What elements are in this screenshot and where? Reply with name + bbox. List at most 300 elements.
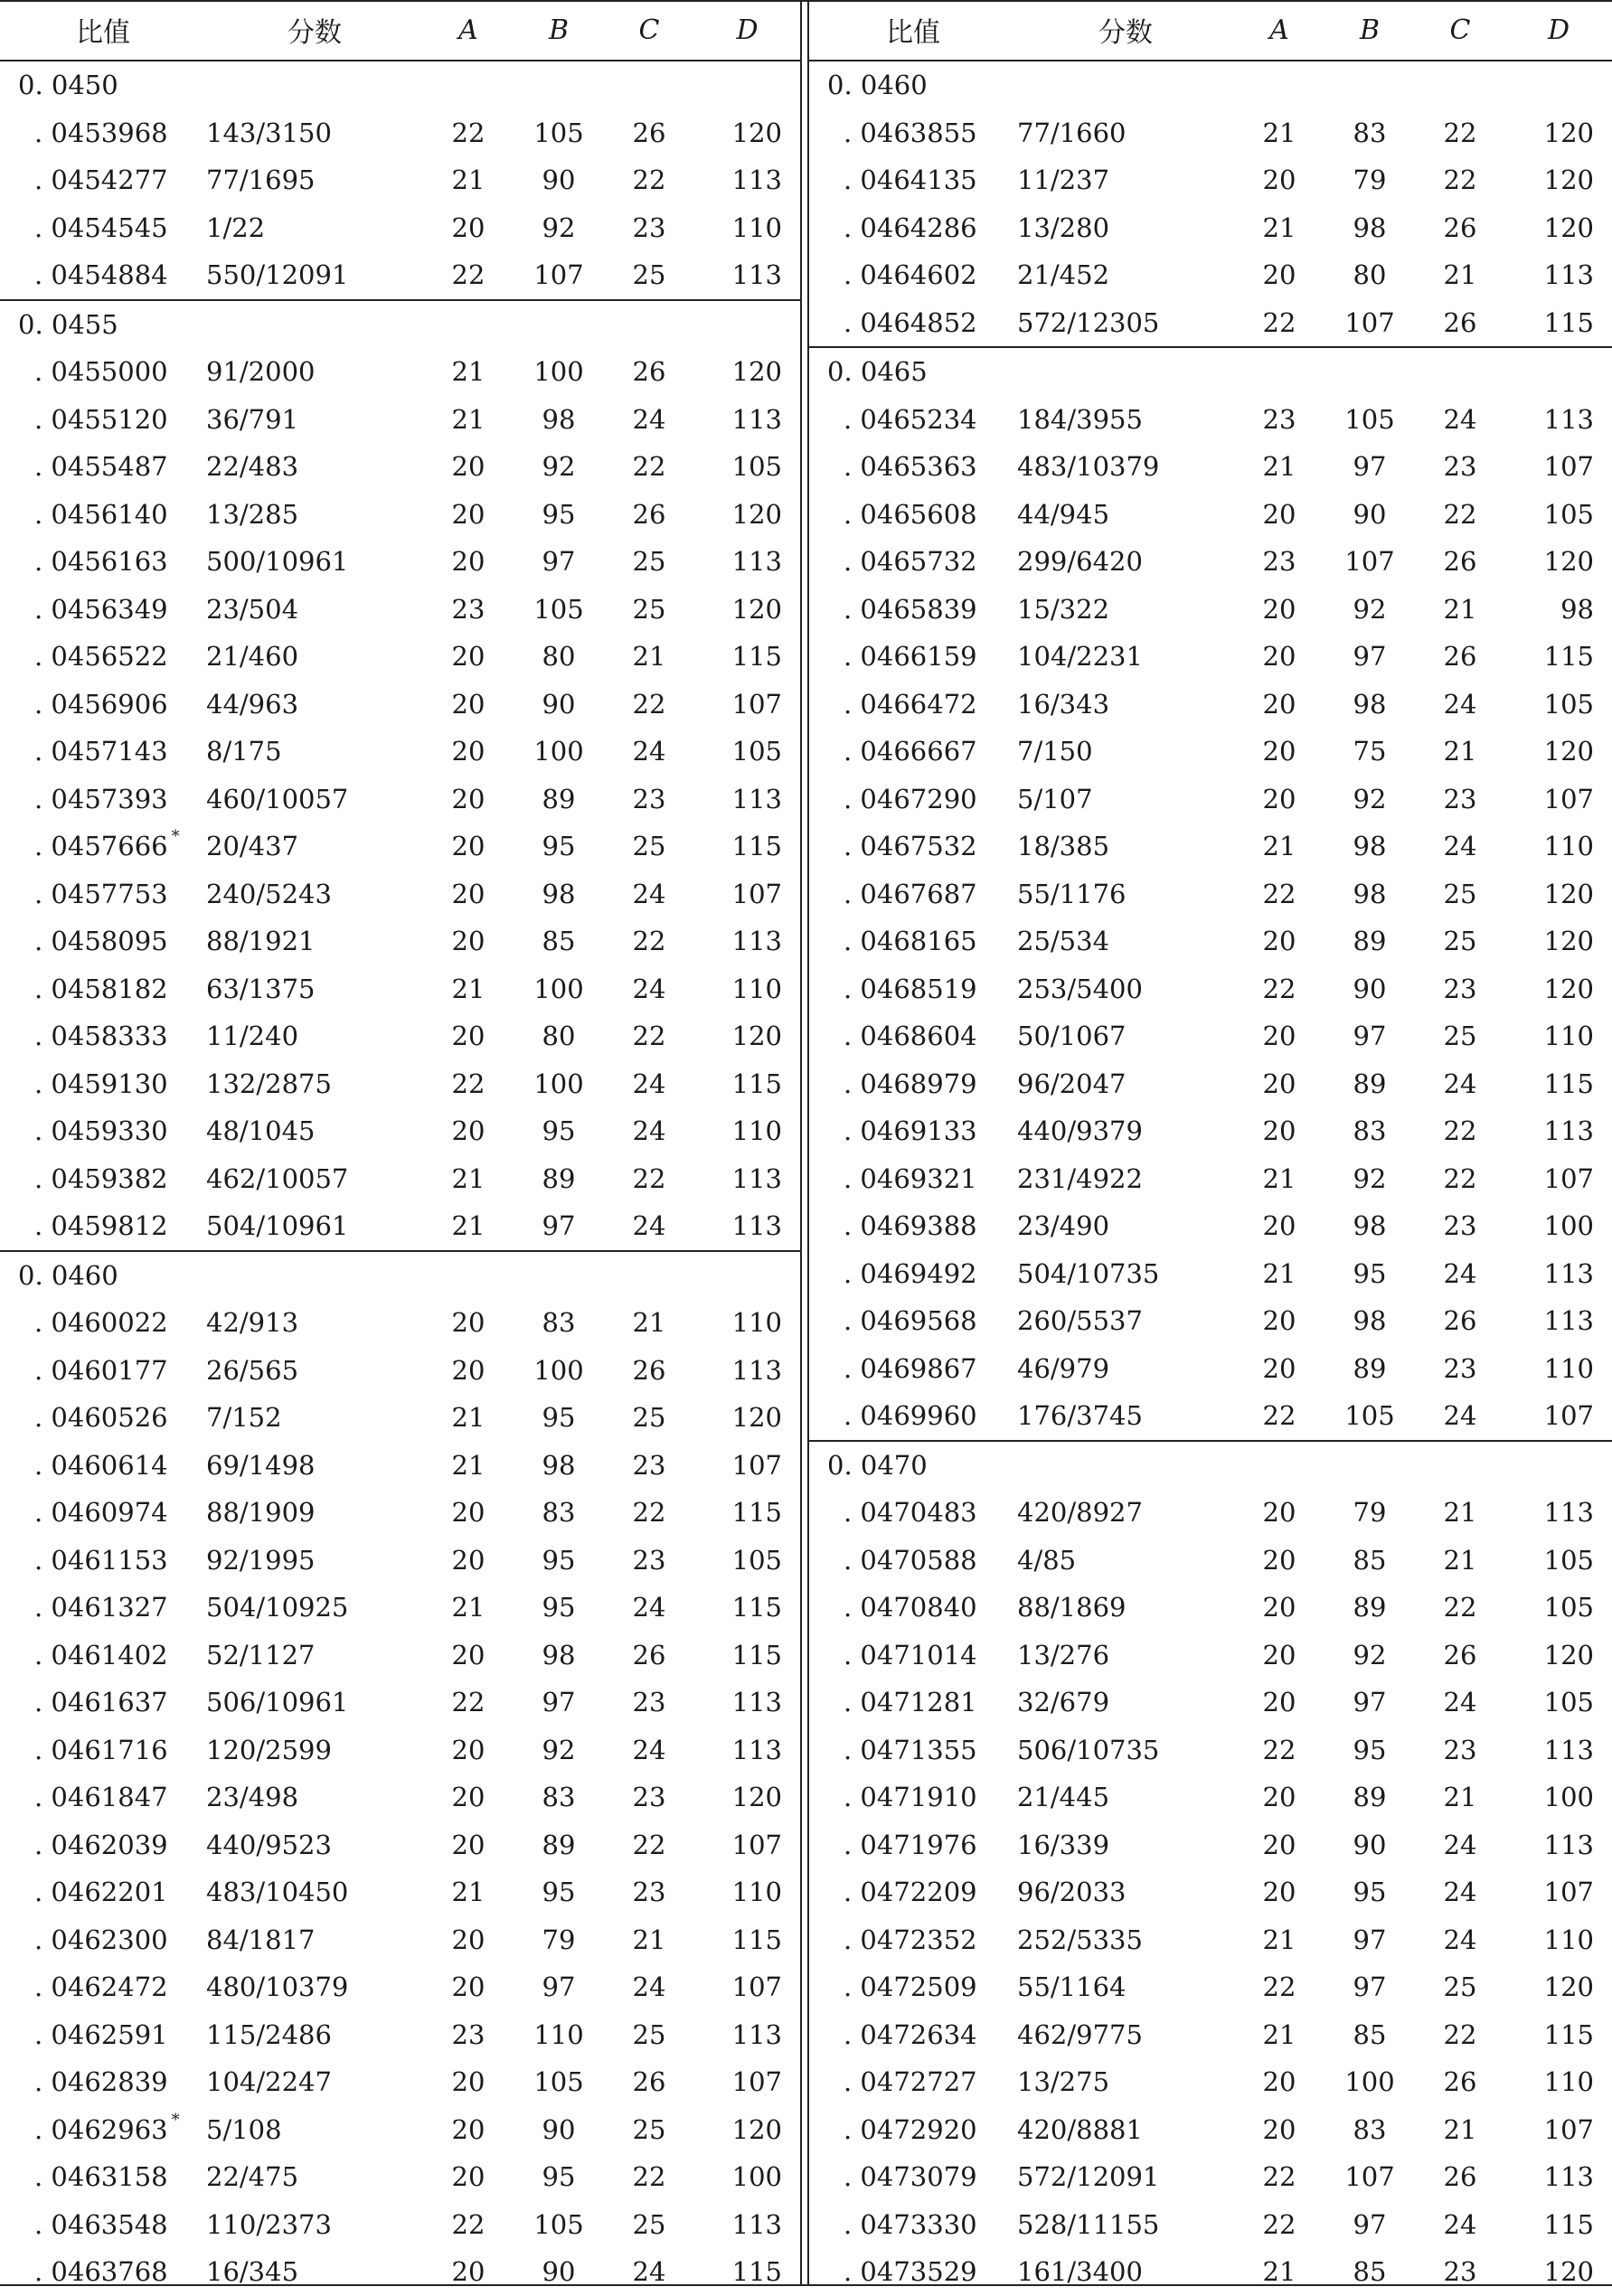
ratio-cell (809, 1537, 1017, 1585)
a-cell: 21 (1262, 117, 1296, 148)
d-cell: 115 (731, 831, 782, 862)
a-cell: 21 (451, 1210, 485, 1242)
ratio-value: . 0463768 (34, 2256, 168, 2288)
b-cell: 100 (533, 736, 584, 767)
ratio-value: . 0472634 (844, 2018, 977, 2050)
b-cell: 83 (542, 1497, 576, 1529)
ratio-cell (0, 2248, 206, 2296)
table-row (809, 1392, 1612, 1441)
b-cell: 107 (1344, 546, 1395, 578)
ratio-value: . 0462300 (34, 1924, 168, 1955)
c-cell: 23 (632, 1782, 666, 1813)
ratio-value: . 0455000 (34, 356, 168, 388)
b-cell: 80 (1353, 259, 1387, 291)
ratio-value: . 0462039 (34, 1829, 168, 1860)
ratio-cell (0, 1774, 206, 1821)
ratio-value: . 0454277 (34, 165, 168, 196)
table-row (809, 538, 1612, 586)
a-cell: 21 (451, 973, 485, 1004)
c-cell: 24 (632, 2256, 666, 2288)
a-cell: 22 (1262, 306, 1296, 338)
d-cell: 113 (1543, 403, 1594, 435)
d-cell: 105 (1543, 498, 1594, 530)
ratio-value: . 0469388 (844, 1210, 977, 1242)
a-cell: 20 (451, 2113, 485, 2145)
table-row (0, 2058, 800, 2106)
b-cell: 90 (542, 165, 576, 196)
d-cell: 110 (731, 212, 782, 243)
c-cell: 24 (1443, 1829, 1477, 1860)
ratio-value: . 0473330 (844, 2208, 977, 2240)
b-cell: 89 (1353, 1782, 1387, 1813)
ratio-cell (809, 1012, 1017, 1060)
b-cell: 100 (1344, 2066, 1395, 2098)
c-cell: 26 (1443, 212, 1477, 243)
b-cell: 97 (542, 1210, 576, 1242)
ratio-value: . 0469492 (844, 1257, 977, 1289)
d-cell: 107 (1543, 783, 1594, 814)
table-row (809, 917, 1612, 965)
a-cell: 20 (1262, 1592, 1296, 1623)
table-row (0, 1394, 800, 1442)
c-cell: 24 (632, 1068, 666, 1099)
d-cell: 115 (731, 1497, 782, 1529)
table-row (0, 538, 800, 586)
fraction-cell: 528/11155 (1017, 2208, 1160, 2240)
c-cell: 25 (632, 259, 666, 291)
fraction-cell: 5/107 (1017, 783, 1093, 814)
c-cell: 23 (632, 1449, 666, 1481)
a-cell: 20 (1262, 1068, 1296, 1099)
fraction-cell: 504/10961 (206, 1210, 349, 1242)
b-cell: 90 (542, 688, 576, 720)
table-row (809, 728, 1612, 776)
a-cell: 20 (1262, 926, 1296, 957)
ratio-value: . 0454884 (34, 259, 168, 291)
ratio-cell (809, 1963, 1017, 2011)
b-cell: 95 (542, 831, 576, 862)
ratio-cell (809, 1345, 1017, 1393)
table-row (809, 1489, 1612, 1537)
a-cell: 20 (451, 1354, 485, 1386)
d-cell: 113 (731, 1687, 782, 1718)
b-cell: 107 (1344, 306, 1395, 338)
ratio-cell (809, 776, 1017, 823)
ratio-cell (0, 491, 206, 539)
b-cell: 92 (1353, 1162, 1387, 1194)
ratio-value: . 0456522 (34, 641, 168, 673)
a-cell: 20 (451, 878, 485, 909)
b-cell: 98 (1353, 831, 1387, 862)
fraction-cell: 16/345 (206, 2256, 299, 2288)
d-cell: 110 (1543, 1021, 1594, 1052)
group-label: 0. 0465 (809, 347, 1612, 396)
d-cell: 105 (1543, 1687, 1594, 1718)
fraction-cell: 32/679 (1017, 1687, 1110, 1718)
table-row (0, 2201, 800, 2249)
c-cell: 21 (1443, 2113, 1477, 2145)
table-row (809, 1632, 1612, 1680)
ratio-cell (0, 823, 206, 870)
fraction-cell: 18/385 (1017, 831, 1110, 862)
ratio-value: . 0466667 (844, 736, 977, 767)
ratio-cell (0, 1394, 206, 1442)
ratio-value: . 0471976 (844, 1829, 977, 1860)
ratio-cell (809, 823, 1017, 870)
b-cell: 97 (1353, 451, 1387, 483)
ratio-value: . 0471910 (844, 1782, 977, 1813)
a-cell: 20 (1262, 1210, 1296, 1242)
b-cell: 85 (1353, 2256, 1387, 2288)
table-row (0, 681, 800, 729)
ratio-value: . 0466472 (844, 688, 977, 720)
ratio-cell (809, 1821, 1017, 1869)
c-cell: 26 (1443, 2066, 1477, 2098)
a-cell: 21 (1262, 2256, 1296, 2288)
fraction-cell: 231/4922 (1017, 1162, 1143, 1194)
table-row (809, 1584, 1612, 1632)
table-row (0, 443, 800, 491)
table-row (0, 870, 800, 918)
ratio-value: . 0459382 (34, 1162, 168, 1194)
d-cell: 113 (731, 1210, 782, 1242)
a-cell: 20 (451, 831, 485, 862)
a-cell: 21 (451, 356, 485, 388)
ratio-value: . 0469321 (844, 1162, 977, 1194)
b-cell: 92 (1353, 593, 1387, 625)
fraction-cell: 440/9379 (1017, 1115, 1143, 1147)
ratio-value: . 0459812 (34, 1210, 168, 1242)
table-row (0, 1299, 800, 1347)
fraction-cell: 55/1164 (1017, 1971, 1127, 2003)
fraction-cell: 115/2486 (206, 2018, 332, 2050)
d-cell: 107 (1543, 1162, 1594, 1194)
c-cell: 22 (632, 1021, 666, 1052)
b-cell: 90 (1353, 973, 1387, 1004)
ratio-cell (809, 728, 1017, 776)
a-cell: 20 (451, 1307, 485, 1339)
b-cell: 95 (542, 1544, 576, 1576)
ratio-cell (0, 1727, 206, 1774)
ratio-cell (809, 1489, 1017, 1537)
fraction-cell: 13/285 (206, 498, 299, 530)
table-row (0, 1442, 800, 1490)
table-row (0, 1727, 800, 1774)
d-cell: 105 (1543, 1544, 1594, 1576)
table-row (809, 443, 1612, 491)
ratio-value: . 0464135 (844, 165, 977, 196)
b-cell: 90 (1353, 1829, 1387, 1860)
c-cell: 23 (632, 783, 666, 814)
c-cell: 24 (632, 878, 666, 909)
c-cell: 26 (1443, 641, 1477, 673)
ratio-value: . 0461637 (34, 1687, 168, 1718)
table-row (0, 1632, 800, 1680)
c-cell: 22 (1443, 165, 1477, 196)
ratio-value: . 0463158 (34, 2161, 168, 2193)
b-cell: 92 (542, 451, 576, 483)
c-cell: 26 (632, 1354, 666, 1386)
d-cell: 107 (1543, 1400, 1594, 1432)
ratio-cell (809, 1155, 1017, 1203)
d-cell: 100 (731, 2161, 782, 2193)
left-header-row (0, 0, 800, 61)
fraction-cell: 132/2875 (206, 1068, 332, 1099)
c-cell: 24 (1443, 831, 1477, 862)
a-cell: 21 (1262, 212, 1296, 243)
table-row (809, 681, 1612, 729)
table-row (0, 1012, 800, 1060)
d-cell: 113 (1543, 2161, 1594, 2193)
c-cell: 24 (1443, 688, 1477, 720)
ratio-value: . 0467532 (844, 831, 977, 862)
fraction-cell: 420/8881 (1017, 2113, 1143, 2145)
d-cell: 113 (1543, 1257, 1594, 1289)
c-cell: 23 (1443, 973, 1477, 1004)
a-cell: 21 (451, 165, 485, 196)
ratio-cell (809, 1774, 1017, 1821)
d-cell: 120 (1543, 1639, 1594, 1670)
ratio-cell (809, 2201, 1017, 2249)
ratio-cell (0, 348, 206, 396)
d-cell: 120 (1543, 1971, 1594, 2003)
fraction-cell: 253/5400 (1017, 973, 1143, 1004)
header-fraction: 分数 (1017, 0, 1234, 61)
d-cell: 120 (1543, 878, 1594, 909)
fraction-cell: 104/2247 (206, 2066, 332, 2098)
fraction-cell: 260/5537 (1017, 1305, 1143, 1337)
d-cell: 115 (1543, 2018, 1594, 2050)
fraction-cell: 22/475 (206, 2161, 299, 2193)
group-label: 0. 0450 (18, 70, 118, 101)
d-cell: 98 (1560, 593, 1594, 625)
table-row (809, 1155, 1612, 1203)
fraction-cell: 504/10925 (206, 1592, 349, 1623)
d-cell: 120 (731, 117, 782, 148)
ratio-value: . 0472209 (844, 1877, 977, 1908)
c-cell: 25 (1443, 1971, 1477, 2003)
a-cell: 20 (1262, 165, 1296, 196)
fraction-cell: 506/10961 (206, 1687, 349, 1718)
fraction-cell: 500/10961 (206, 546, 349, 578)
b-cell: 105 (1344, 403, 1395, 435)
b-cell: 105 (1344, 1400, 1395, 1432)
table-row (0, 1060, 800, 1108)
b-cell: 79 (542, 1924, 576, 1955)
d-cell: 120 (1543, 117, 1594, 148)
ratio-value: . 0468165 (844, 926, 977, 957)
ratio-cell (809, 1727, 1017, 1774)
fraction-cell: 20/437 (206, 831, 299, 862)
fraction-cell: 63/1375 (206, 973, 316, 1004)
a-cell: 22 (451, 1068, 485, 1099)
ratio-cell (809, 156, 1017, 204)
a-cell: 20 (451, 783, 485, 814)
d-cell: 120 (1543, 736, 1594, 767)
ratio-cell (0, 2011, 206, 2059)
b-cell: 98 (542, 878, 576, 909)
d-cell: 120 (1543, 165, 1594, 196)
a-cell: 20 (451, 1971, 485, 2003)
ratio-cell (809, 1392, 1017, 1441)
table-row (809, 870, 1612, 918)
ratio-value: . 0465839 (844, 593, 977, 625)
ratio-cell (809, 1202, 1017, 1250)
d-cell: 105 (731, 1544, 782, 1576)
table-row (809, 251, 1612, 299)
table-row (809, 1012, 1612, 1060)
fraction-cell: 16/339 (1017, 1829, 1110, 1860)
a-cell: 20 (1262, 1115, 1296, 1147)
ratio-cell (0, 586, 206, 634)
d-cell: 120 (731, 498, 782, 530)
table-row (0, 348, 800, 396)
fraction-cell: 22/483 (206, 451, 299, 483)
b-cell: 83 (1353, 2113, 1387, 2145)
fraction-cell: 88/1921 (206, 926, 316, 957)
d-cell: 113 (731, 783, 782, 814)
fraction-cell: 299/6420 (1017, 546, 1143, 578)
b-cell: 97 (1353, 1924, 1387, 1955)
d-cell: 113 (731, 165, 782, 196)
fraction-cell: 143/3150 (206, 117, 332, 148)
a-cell: 22 (1262, 878, 1296, 909)
ratio-value: . 0472509 (844, 1971, 977, 2003)
table-row (809, 2248, 1612, 2296)
c-cell: 24 (632, 403, 666, 435)
a-cell: 22 (451, 117, 485, 148)
ratio-value: . 0461716 (34, 1734, 168, 1765)
ratio-value: . 0469960 (844, 1400, 977, 1432)
a-cell: 20 (1262, 498, 1296, 530)
d-cell: 107 (1543, 451, 1594, 483)
group-label: 0. 0460 (0, 1251, 800, 1300)
c-cell: 23 (1443, 451, 1477, 483)
fraction-cell: 55/1176 (1017, 878, 1127, 909)
left-table-half (0, 0, 800, 2296)
a-cell: 20 (451, 1782, 485, 1813)
c-cell: 22 (1443, 2018, 1477, 2050)
ratio-cell (0, 728, 206, 776)
fraction-cell: 77/1660 (1017, 117, 1127, 148)
a-cell: 22 (1262, 2208, 1296, 2240)
a-cell: 20 (1262, 641, 1296, 673)
d-cell: 120 (1543, 546, 1594, 578)
d-cell: 105 (1543, 1592, 1594, 1623)
fraction-cell: 462/10057 (206, 1162, 349, 1194)
fraction-cell: 572/12091 (1017, 2161, 1160, 2193)
a-cell: 21 (451, 1162, 485, 1194)
table-row (0, 1916, 800, 1964)
a-cell: 20 (1262, 688, 1296, 720)
ratio-value: . 0462472 (34, 1971, 168, 2003)
fraction-cell: 5/108 (206, 2113, 282, 2145)
ratio-cell (809, 1916, 1017, 1964)
table-row (809, 965, 1612, 1013)
a-cell: 20 (451, 641, 485, 673)
d-cell: 113 (1543, 1734, 1594, 1765)
ratio-cell (809, 204, 1017, 252)
ratio-cell (0, 1916, 206, 1964)
ratio-value: . 0462591 (34, 2018, 168, 2050)
table-row (809, 1107, 1612, 1155)
ratio-cell (809, 1107, 1017, 1155)
b-cell: 92 (542, 1734, 576, 1765)
ratio-value: . 0460614 (34, 1449, 168, 1481)
table-row (0, 1963, 800, 2011)
b-cell: 97 (542, 1971, 576, 2003)
d-cell: 113 (731, 2018, 782, 2050)
c-cell: 24 (632, 736, 666, 767)
a-cell: 20 (1262, 1305, 1296, 1337)
ratio-value: . 0460974 (34, 1497, 168, 1529)
ratio-value: . 0472920 (844, 2113, 977, 2145)
ratio-value: . 0460022 (34, 1307, 168, 1339)
c-cell: 22 (632, 1829, 666, 1860)
ratio-value: . 0465732 (844, 546, 977, 578)
a-cell: 22 (1262, 1400, 1296, 1432)
a-cell: 20 (451, 546, 485, 578)
d-cell: 110 (1543, 1352, 1594, 1384)
table-row (0, 2248, 800, 2296)
c-cell: 26 (1443, 546, 1477, 578)
fraction-cell: 7/150 (1017, 736, 1093, 767)
c-cell: 25 (1443, 926, 1477, 957)
ratio-value: . 0471355 (844, 1734, 977, 1765)
b-cell: 105 (533, 593, 584, 625)
ratio-value: . 0470483 (844, 1497, 977, 1529)
table-row (809, 1202, 1612, 1250)
ratio-value: . 0460177 (34, 1354, 168, 1386)
table-row (809, 2153, 1612, 2201)
ratio-cell (0, 156, 206, 204)
ratio-value: . 0453968 (34, 117, 168, 148)
c-cell: 22 (632, 926, 666, 957)
header-c: C (604, 0, 694, 61)
table-row (0, 1679, 800, 1727)
ratio-cell (0, 443, 206, 491)
a-cell: 20 (1262, 1829, 1296, 1860)
b-cell: 95 (1353, 1257, 1387, 1289)
table-row (0, 1155, 800, 1203)
group-header-row (809, 61, 1612, 109)
fraction-cell: 96/2047 (1017, 1068, 1127, 1099)
ratio-cell (0, 1155, 206, 1203)
group-label: 0. 0460 (827, 70, 928, 101)
b-cell: 110 (533, 2018, 584, 2050)
ratio-value: . 0462839 (34, 2066, 168, 2098)
ratio-value: . 0467290 (844, 783, 977, 814)
header-a: A (1234, 0, 1324, 61)
ratio-value: . 0461847 (34, 1782, 168, 1813)
ratio-value: . 0458333 (34, 1021, 168, 1052)
a-cell: 20 (1262, 2066, 1296, 2098)
fraction-cell: 91/2000 (206, 356, 316, 388)
a-cell: 20 (1262, 1687, 1296, 1718)
c-cell: 24 (1443, 403, 1477, 435)
b-cell: 89 (1353, 1352, 1387, 1384)
d-cell: 105 (731, 736, 782, 767)
d-cell: 107 (1543, 1877, 1594, 1908)
ratio-value: . 0456163 (34, 546, 168, 578)
table-row (809, 1727, 1612, 1774)
d-cell: 120 (1543, 2256, 1594, 2288)
ratio-cell (0, 1012, 206, 1060)
d-cell: 110 (731, 973, 782, 1004)
table-row (0, 1821, 800, 1869)
b-cell: 105 (533, 2208, 584, 2240)
ratio-value: . 0463548 (34, 2208, 168, 2240)
